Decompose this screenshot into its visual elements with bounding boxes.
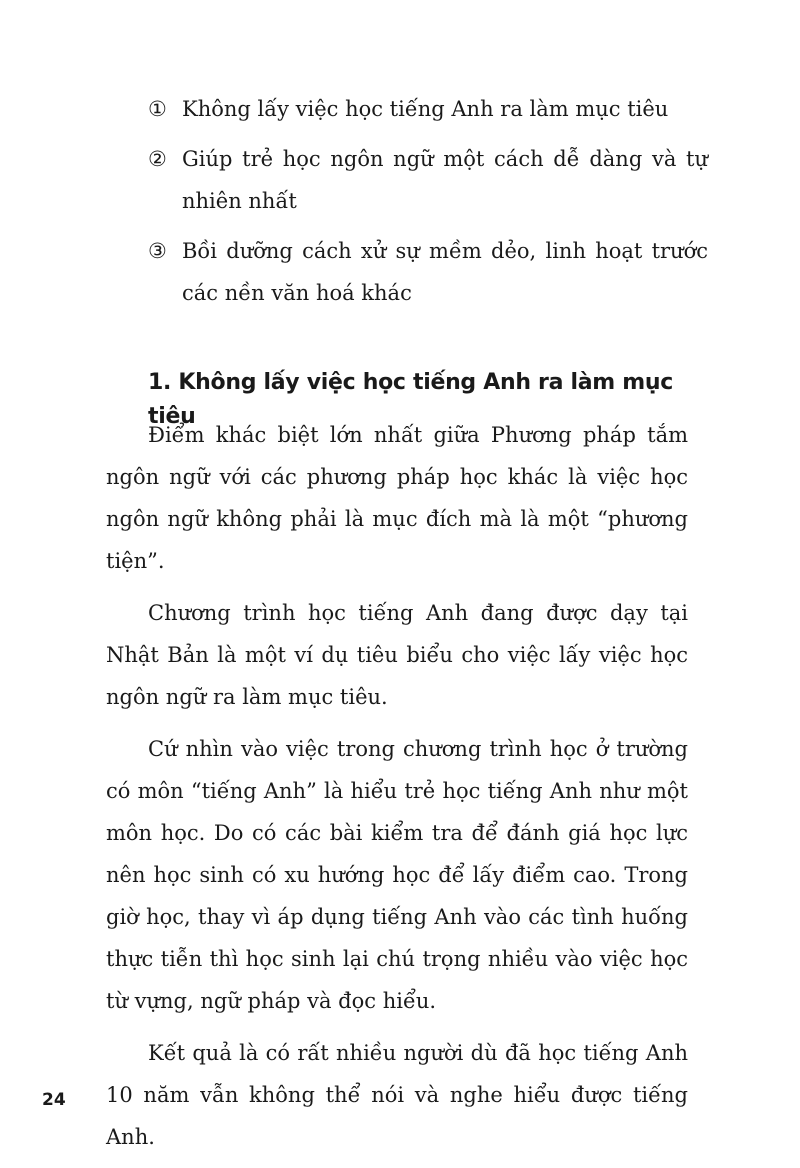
list-item-text: Không lấy việc học tiếng Anh ra làm mục tiêu — [182, 97, 669, 121]
page-number: 24 — [42, 1090, 66, 1110]
section-body — [106, 414, 688, 1168]
list-item-text: Giúp trẻ học ngôn ngữ một cách dễ dàng và tự nhiên nhất — [182, 147, 708, 213]
list-marker: ③ — [148, 239, 167, 263]
list-item — [148, 138, 708, 222]
list-item — [148, 88, 708, 130]
list-marker: ② — [148, 147, 167, 171]
paragraph: Chương trình học tiếng Anh đang được dạy tại Nhật Bản là một ví dụ tiêu biểu cho việc lấy việc học ngôn ngữ ra làm mục tiêu. — [106, 601, 688, 709]
section-heading: 1. Không lấy việc học tiếng Anh ra làm mục tiêu — [148, 370, 673, 429]
paragraph: Cứ nhìn vào việc trong chương trình học ở trường có môn “tiếng Anh” là hiểu trẻ học tiếng Anh như một môn học. Do có các bài kiểm tra để đánh giá học lực nên học sinh có xu hướng học để lấy điểm cao. Trong giờ học, thay vì áp dụng tiếng Anh vào các tình huống thực tiễn thì học sinh lại chú trọng nhiều vào việc học từ vựng, ngữ pháp và đọc hiểu. — [106, 737, 688, 1013]
list-item-text: Bồi dưỡng cách xử sự mềm dẻo, linh hoạt trước các nền văn hoá khác — [182, 239, 708, 305]
list-item — [148, 230, 708, 314]
list-marker: ① — [148, 97, 167, 121]
paragraph: Kết quả là có rất nhiều người dù đã học tiếng Anh 10 năm vẫn không thể nói và nghe hiểu được tiếng Anh. — [106, 1041, 688, 1149]
summary-list — [148, 88, 708, 322]
paragraph: Điểm khác biệt lớn nhất giữa Phương pháp tắm ngôn ngữ với các phương pháp học khác là việc học ngôn ngữ không phải là mục đích mà là một “phương tiện”. — [106, 423, 688, 573]
